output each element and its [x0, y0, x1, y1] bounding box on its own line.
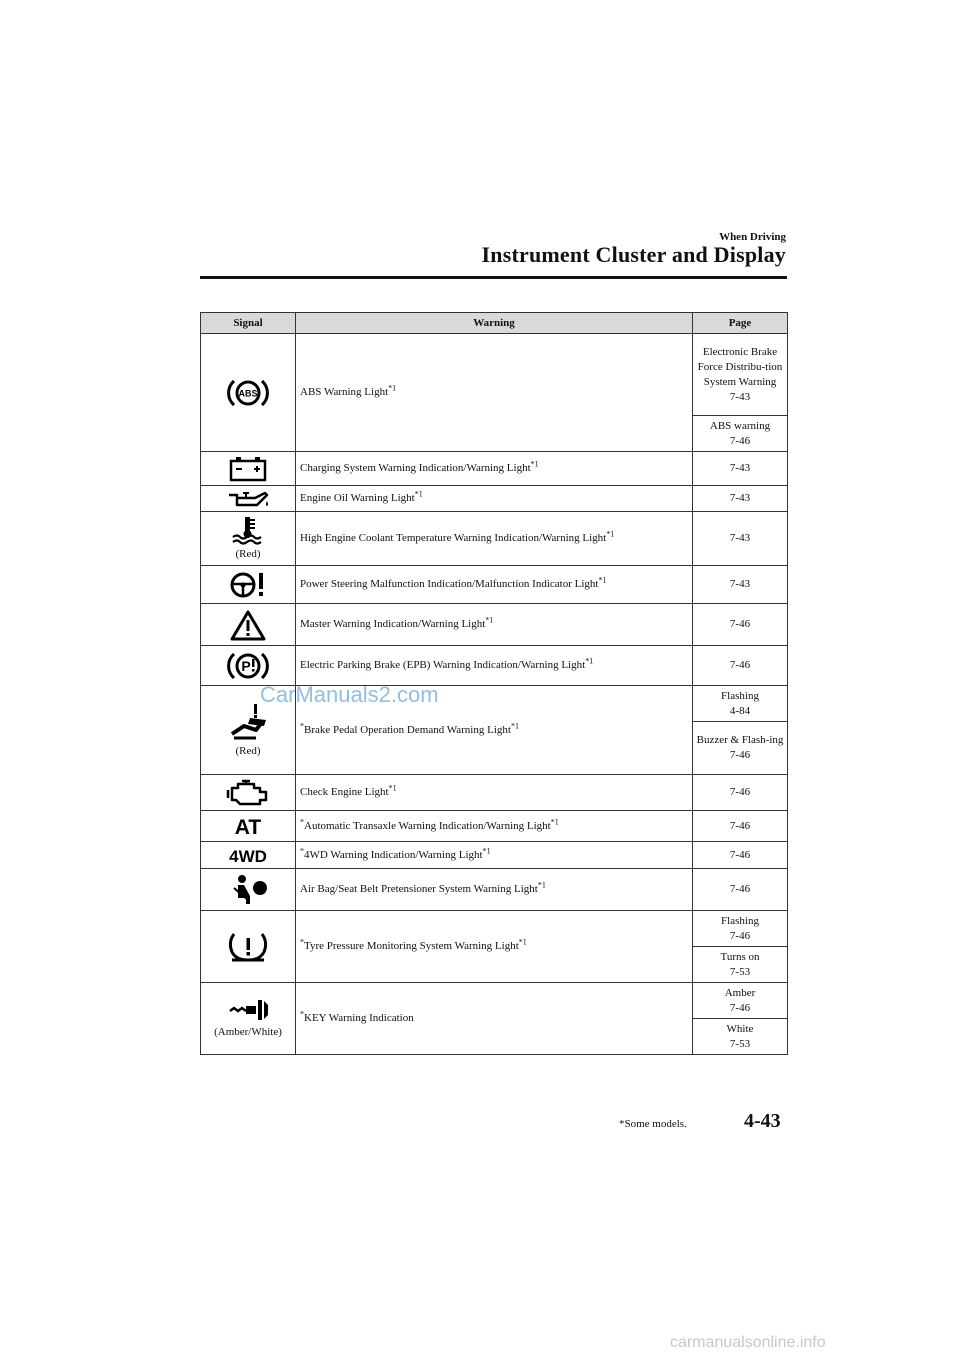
- footnote-marker: *1: [510, 720, 519, 730]
- footer-note: *Some models.: [619, 1118, 687, 1130]
- signal-cell: [201, 911, 296, 983]
- footnote-marker: *1: [598, 575, 607, 585]
- page-reference: 7-46: [693, 604, 788, 646]
- page-reference: ABS warning 7-46: [693, 416, 788, 452]
- signal-cell: [201, 334, 296, 452]
- at-icon: [201, 815, 295, 837]
- table-row: [201, 842, 788, 869]
- page-reference: White 7-53: [693, 1019, 788, 1055]
- signal-cell: [201, 869, 296, 911]
- table-row: [201, 566, 788, 604]
- footnote-marker: *1: [585, 656, 594, 666]
- table-row: [201, 983, 788, 1019]
- table-row: [201, 604, 788, 646]
- page-number: 4-43: [744, 1110, 781, 1132]
- warning-cell: [296, 566, 693, 604]
- signal-cell: [201, 842, 296, 869]
- page-title: Instrument Cluster and Display: [481, 242, 786, 267]
- signal-cell: [201, 775, 296, 811]
- some-models-marker: *: [300, 1009, 304, 1019]
- table-row: [201, 486, 788, 512]
- page-reference: 7-43: [693, 452, 788, 486]
- footnote-marker: *1: [482, 845, 491, 855]
- coolant-temperature-icon: [201, 515, 295, 545]
- page-reference: 7-43: [693, 566, 788, 604]
- column-header-page: Page: [693, 313, 788, 334]
- page-reference: 7-46: [693, 869, 788, 911]
- footnote-marker: *1: [530, 459, 539, 469]
- warning-cell: [296, 334, 693, 452]
- section-label: When Driving: [719, 231, 786, 243]
- table-row: [201, 911, 788, 947]
- some-models-marker: *: [300, 845, 304, 855]
- check-engine-icon: [201, 778, 295, 808]
- signal-cell: [201, 486, 296, 512]
- table-row: [201, 512, 788, 566]
- signal-cell: [201, 983, 296, 1055]
- signal-cell: [201, 566, 296, 604]
- footnote-marker: *1: [537, 880, 546, 890]
- key-icon: [201, 997, 295, 1023]
- signal-color-note: (Red): [235, 548, 261, 560]
- signal-cell: [201, 512, 296, 566]
- warning-text: Air Bag/Seat Belt Pretensioner System Warning Light: [300, 883, 538, 895]
- warning-text: Power Steering Malfunction Indication/Malfunction Indicator Light: [300, 578, 599, 590]
- svg-text:P: P: [241, 657, 251, 674]
- footnote-marker: *1: [388, 383, 397, 393]
- table-row: [201, 811, 788, 842]
- battery-icon: [201, 455, 295, 483]
- warning-cell: [296, 452, 693, 486]
- abs-icon: [201, 377, 295, 409]
- warning-cell: [296, 604, 693, 646]
- warning-cell: [296, 512, 693, 566]
- svg-text:ABS: ABS: [238, 388, 258, 398]
- page-reference: 7-46: [693, 646, 788, 686]
- footnote-marker: *1: [606, 529, 615, 539]
- warning-cell: [296, 811, 693, 842]
- some-models-marker: *: [300, 720, 304, 730]
- title-rule: [200, 276, 787, 279]
- footnote-marker: *1: [550, 816, 559, 826]
- warning-cell: [296, 775, 693, 811]
- warning-text: Electric Parking Brake (EPB) Warning Indication/Warning Light: [300, 659, 586, 671]
- 4wd-icon: [201, 846, 295, 864]
- some-models-marker: *: [300, 816, 304, 826]
- table-row: [201, 334, 788, 416]
- page-reference: 7-46: [693, 775, 788, 811]
- master-warning-icon: [201, 609, 295, 641]
- warning-cell: [296, 486, 693, 512]
- page-reference: 7-43: [693, 512, 788, 566]
- column-header-signal: Signal: [201, 313, 296, 334]
- signal-cell: [201, 646, 296, 686]
- table-row: [201, 646, 788, 686]
- footnote-marker: *1: [414, 489, 423, 499]
- some-models-marker: *: [300, 937, 304, 947]
- page-reference: Turns on 7-53: [693, 947, 788, 983]
- warning-text: ABS Warning Light: [300, 386, 389, 398]
- page-reference: Buzzer & Flash-ing 7-46: [693, 722, 788, 775]
- bottom-watermark: carmanualsonline.info: [670, 1334, 826, 1351]
- page-reference: 7-46: [693, 842, 788, 869]
- page-reference: 7-43: [693, 486, 788, 512]
- page-reference: 7-46: [693, 811, 788, 842]
- signal-cell: [201, 452, 296, 486]
- signal-cell: [201, 811, 296, 842]
- warning-cell: [296, 842, 693, 869]
- airbag-icon: [201, 874, 295, 906]
- svg-text:AT: AT: [234, 816, 262, 837]
- warning-text: Engine Oil Warning Light: [300, 492, 415, 504]
- power-steering-icon: [201, 571, 295, 599]
- watermark: CarManuals2.com: [260, 682, 439, 707]
- signal-color-note: (Red): [235, 744, 261, 757]
- footnote-marker: *1: [518, 937, 527, 947]
- signal-cell: [201, 604, 296, 646]
- warning-text: Brake Pedal Operation Demand Warning Light: [304, 723, 511, 736]
- parking-brake-icon: [201, 650, 295, 682]
- page-reference: Amber 7-46: [693, 983, 788, 1019]
- signal-color-note: (Amber/White): [214, 1026, 282, 1038]
- warning-text: 4WD Warning Indication/Warning Light: [304, 848, 483, 861]
- warning-text: Automatic Transaxle Warning Indication/Warning Light: [304, 819, 551, 832]
- warning-text: Check Engine Light: [300, 786, 389, 798]
- page-reference: Electronic Brake Force Distribu-tion System Warning 7-43: [693, 334, 788, 416]
- column-header-warning: Warning: [296, 313, 693, 334]
- footnote-marker: *1: [485, 615, 494, 625]
- warning-cell: [296, 646, 693, 686]
- warning-text: KEY Warning Indication: [304, 1012, 414, 1024]
- svg-text:4WD: 4WD: [229, 847, 267, 864]
- page-reference: Flashing 4-84: [693, 686, 788, 722]
- warning-cell: [296, 983, 693, 1055]
- page-reference: Flashing 7-46: [693, 911, 788, 947]
- warning-text: Tyre Pressure Monitoring System Warning Light: [304, 940, 519, 952]
- warning-cell: [296, 869, 693, 911]
- tyre-pressure-icon: [201, 930, 295, 964]
- footnote-marker: *1: [388, 783, 397, 793]
- warning-text: High Engine Coolant Temperature Warning Indication/Warning Light: [300, 532, 607, 544]
- table-row: [201, 775, 788, 811]
- table-row: [201, 869, 788, 911]
- warning-text: Charging System Warning Indication/Warning Light: [300, 462, 531, 474]
- table-header-row: [201, 313, 788, 334]
- oil-can-icon: [201, 489, 295, 509]
- table-row: [201, 452, 788, 486]
- warning-cell: [296, 911, 693, 983]
- warning-text: Master Warning Indication/Warning Light: [300, 618, 486, 630]
